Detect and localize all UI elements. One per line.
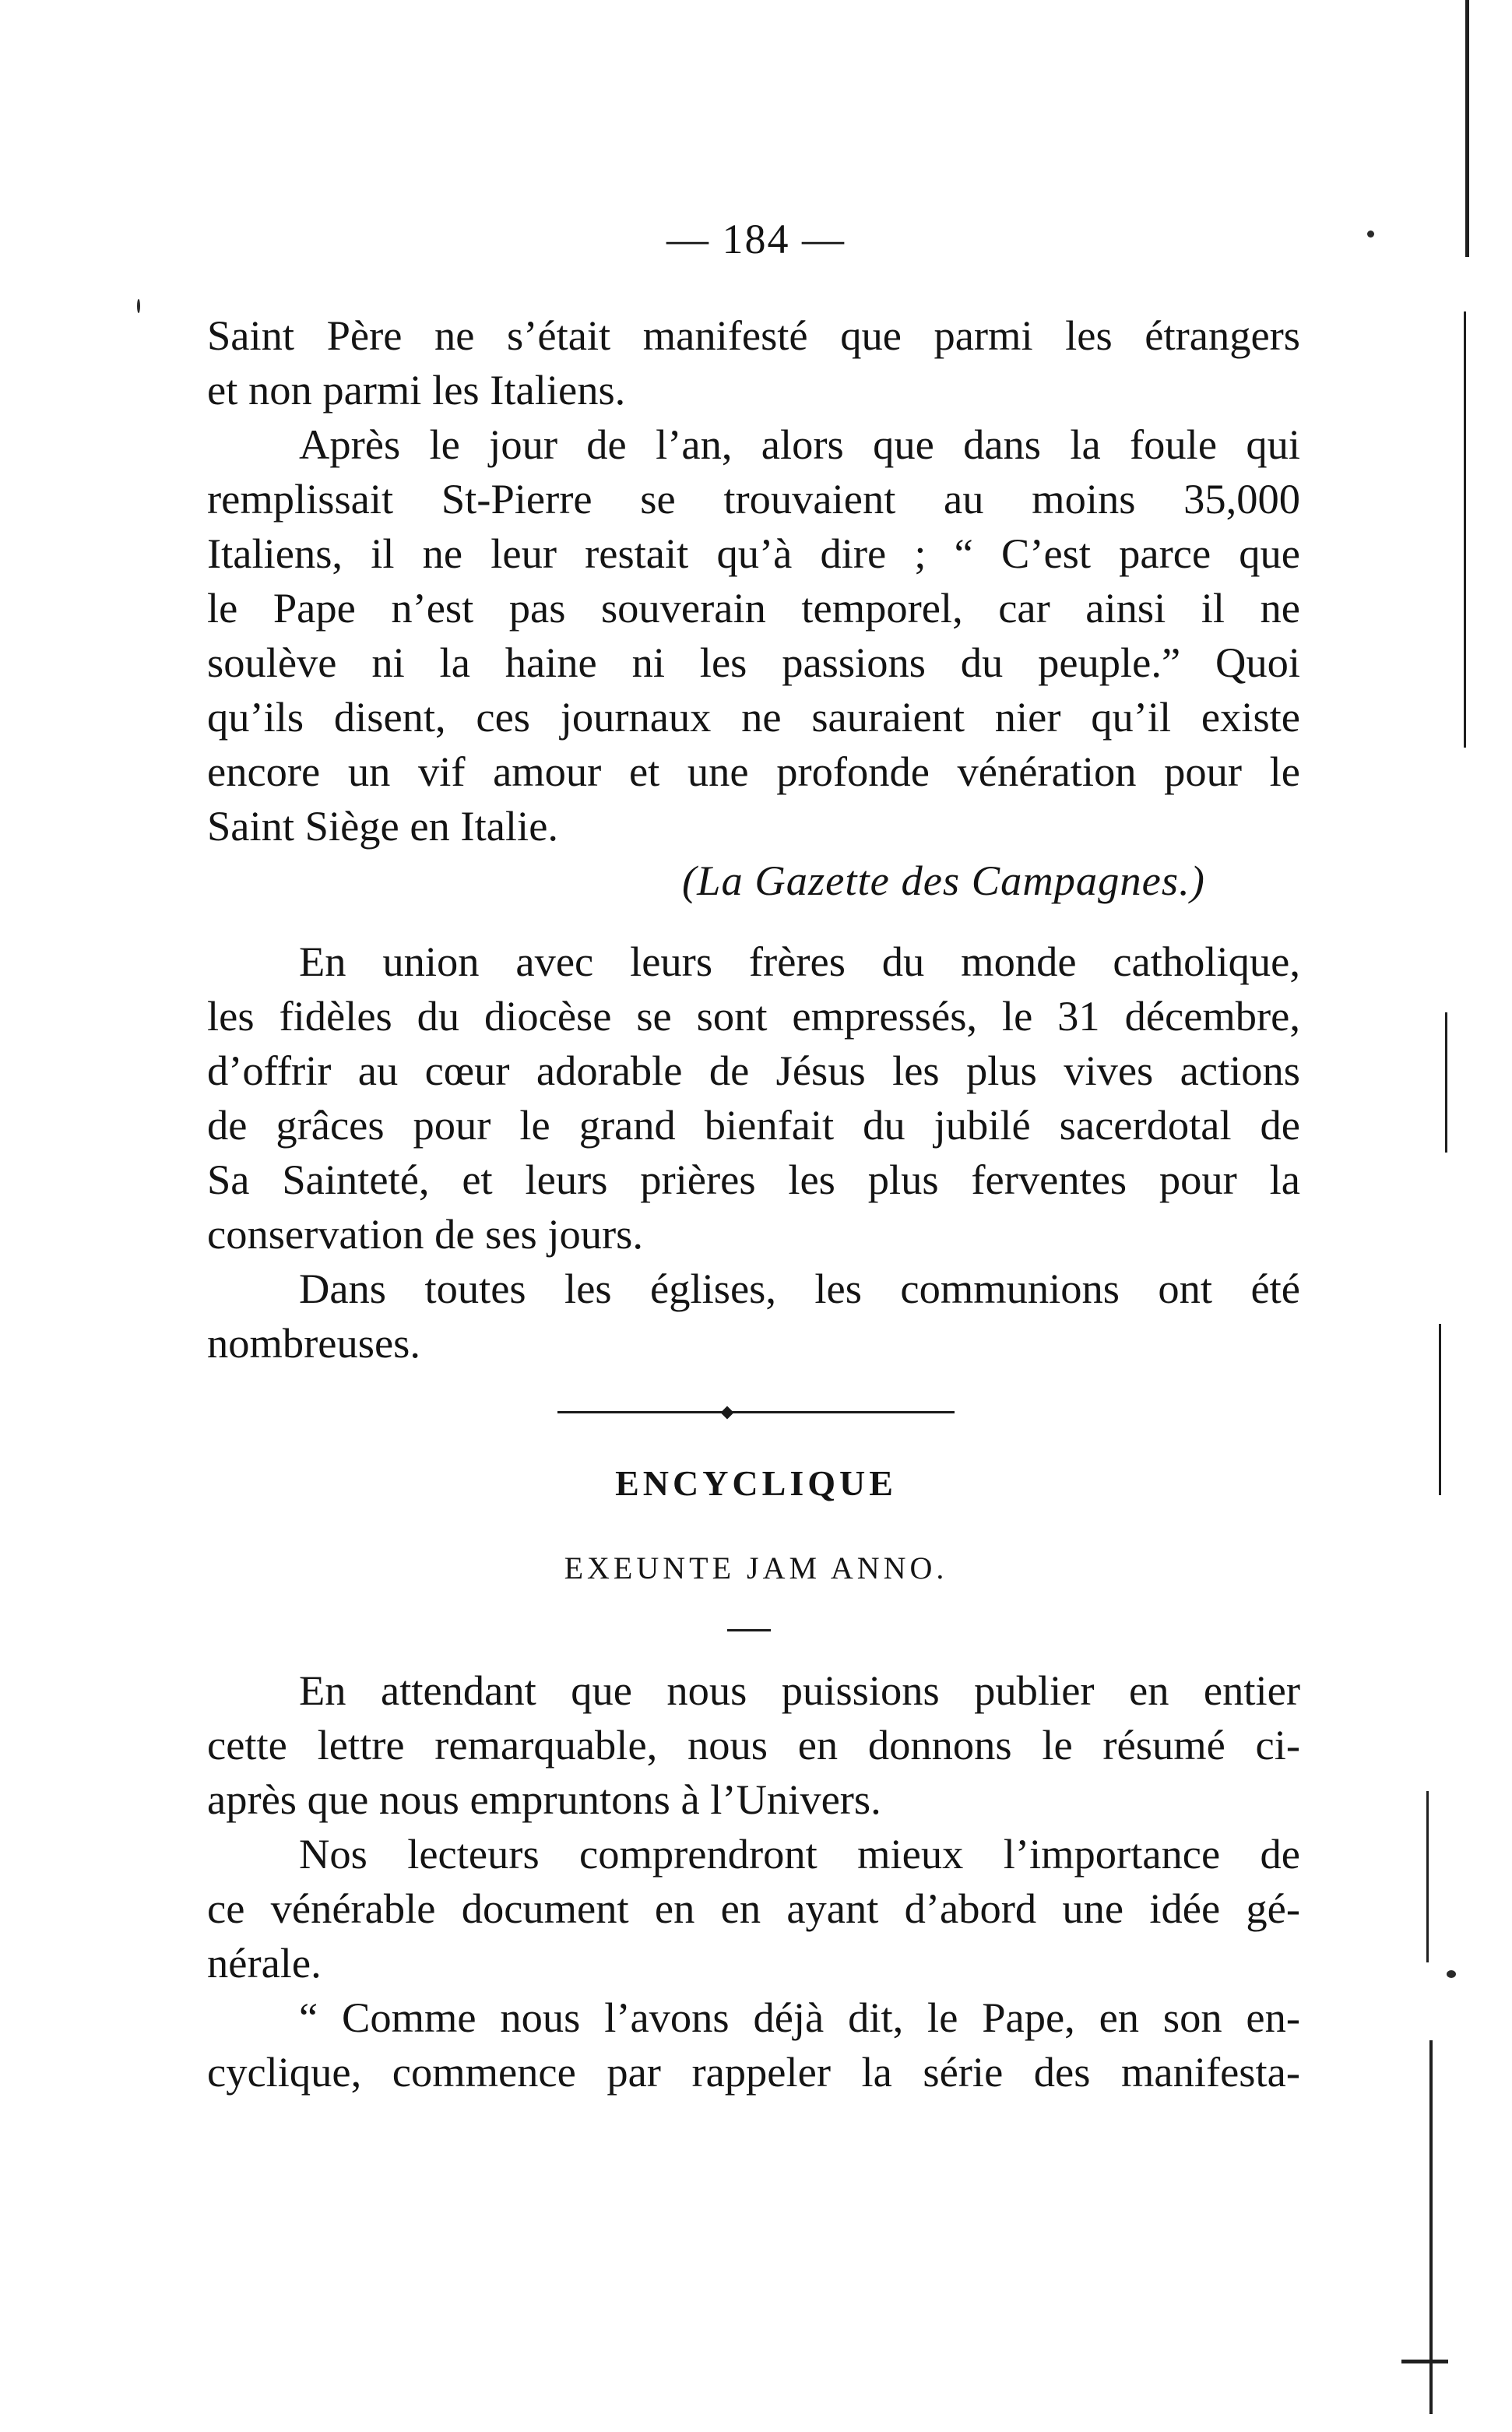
section-encyclical-summary [207,1663,1300,2099]
text-line: remplissait St-Pierre se trouvaient au moins 35,000 [207,475,1300,523]
binding-edge [1465,0,1469,257]
source-citation: (La Gazette des Campagnes.) [682,857,1205,904]
text-line: Italiens, il ne leur restait qu’à dire ; “ C’est parce que [207,530,1300,577]
text-line: de grâces pour le grand bienfait du jubilé sacerdotal de [207,1101,1300,1149]
text-line: nombreuses. [207,1319,420,1367]
text-line: Après le jour de l’an, alors que dans la foule qui [299,421,1300,468]
scan-speck [1447,1970,1456,1978]
binding-edge [1445,1012,1447,1153]
scan-speck [137,299,140,313]
text-line: les fidèles du diocèse se sont empressés, le 31 décembre, [207,992,1300,1040]
text-line: En attendant que nous puissions publier en entier [299,1667,1300,1714]
text-line: En union avec leurs frères du monde catholique, [299,938,1300,985]
divider-ornament [721,1406,734,1420]
text-line: Nos lecteurs comprendront mieux l’importance de [299,1830,1300,1878]
text-line: Saint Père ne s’était manifesté que parmi les étrangers [207,311,1300,359]
text-line: “ Comme nous l’avons déjà dit, le Pape, en son en- [299,1994,1300,2041]
text-line: Sa Sainteté, et leurs prières les plus ferventes pour la [207,1156,1300,1203]
encyclical-subtitle: EXEUNTE JAM ANNO. [564,1550,948,1586]
section-jubilee [207,934,1300,1371]
section-press-excerpt [207,308,1300,908]
binding-edge [1439,1324,1441,1495]
scan-speck [1367,231,1374,238]
text-line: soulève ni la haine ni les passions du peuple.” Quoi [207,639,1300,686]
text-line: qu’ils disent, ces journaux ne sauraient nier qu’il existe [207,693,1300,741]
text-line: Dans toutes les églises, les communions ont été [299,1265,1300,1312]
text-line: cette lettre remarquable, nous en donnons le résumé ci- [207,1721,1300,1769]
text-line: cyclique, commence par rappeler la série des manifesta- [207,2048,1300,2096]
binding-edge [1426,1791,1429,1962]
text-line: conservation de ses jours. [207,1210,644,1258]
encyclical-heading: ENCYCLIQUE [615,1463,897,1503]
text-line: ce vénérable document en en ayant d’abord une idée gé- [207,1885,1300,1932]
binding-edge [1401,2360,1448,2363]
section-divider [557,1411,955,1413]
text-line: nérale. [207,1939,322,1987]
text-line: d’offrir au cœur adorable de Jésus les plus vives actions [207,1047,1300,1094]
binding-edge [1464,311,1466,748]
text-line: Saint Siège en Italie. [207,802,559,850]
text-line: et non parmi les Italiens. [207,366,626,414]
short-rule [727,1629,771,1631]
page-number: — 184 — [666,216,846,262]
binding-edge [1429,2040,1433,2414]
text-line: après que nous empruntons à l’Univers. [207,1776,881,1823]
text-line: le Pape n’est pas souverain temporel, car ainsi il ne [207,584,1300,632]
text-line: encore un vif amour et une profonde vénération pour le [207,748,1300,795]
